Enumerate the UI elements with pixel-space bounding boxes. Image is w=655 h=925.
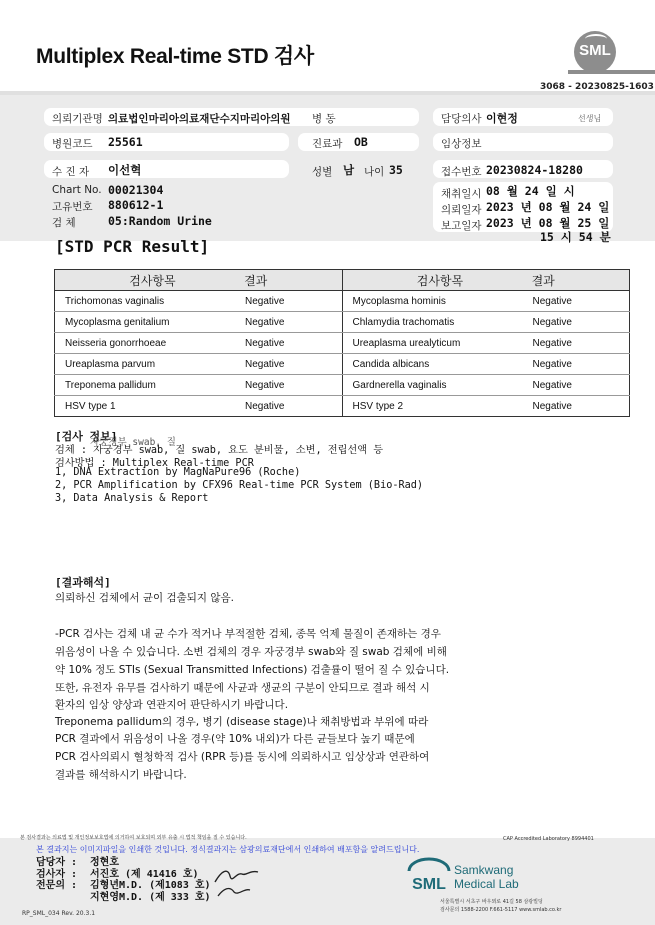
table-row bbox=[55, 333, 630, 354]
cap-accreditation: CAP Accredited Laboratory 8994401 bbox=[503, 836, 594, 842]
test-info-specimen: 검체 : 자궁경부 swab, 질 swab, 요도 분비물, 소변, 전립선액 등 bbox=[55, 445, 384, 456]
col-item-left: 검사항목 bbox=[129, 273, 176, 288]
unique-no-value: 880612-1 bbox=[108, 198, 164, 212]
test-info-overlay-text: 자궁경부 swab, 질 bbox=[90, 437, 176, 448]
interpretation-summary: 의뢰하신 검체에서 균이 검출되지 않음. bbox=[55, 592, 234, 604]
examiner-value: 서진호 (제 41416 호) bbox=[90, 869, 199, 880]
logo-underline bbox=[568, 70, 655, 74]
report-date-label: 보고일자 bbox=[441, 220, 482, 232]
patient-value: 이선혁 bbox=[108, 163, 142, 177]
test-result: Negative bbox=[523, 333, 630, 354]
lab-name-line-2: Medical Lab bbox=[454, 877, 519, 891]
table-header-left bbox=[55, 270, 343, 291]
table-row bbox=[55, 312, 630, 333]
specimen-value: 05:Random Urine bbox=[108, 214, 212, 228]
test-info-step-1: 1, DNA Extraction by MagNaPure96 (Roche) bbox=[55, 467, 301, 478]
test-item: Mycoplasma hominis bbox=[342, 291, 523, 312]
specialist-2-value: 지현영M.D. (제 333 호) bbox=[90, 892, 211, 903]
examiner-label: 검사자 : bbox=[36, 869, 78, 880]
request-date-label: 의뢰일자 bbox=[441, 204, 482, 216]
col-result-left: 결과 bbox=[244, 273, 268, 288]
test-item: Treponema pallidum bbox=[55, 375, 236, 396]
pcr-result-title: [STD PCR Result] bbox=[55, 237, 210, 256]
test-result: Negative bbox=[523, 375, 630, 396]
unique-no-label: 고유번호 bbox=[52, 201, 93, 213]
age-value: 35 bbox=[389, 163, 403, 177]
test-result: Negative bbox=[235, 291, 342, 312]
sex-value: 남 bbox=[343, 163, 355, 177]
report-number-1: 3068 - 20230825-1603 bbox=[540, 82, 654, 92]
test-result: Negative bbox=[523, 396, 630, 417]
pcr-result-table bbox=[54, 269, 630, 417]
table-row bbox=[55, 291, 630, 312]
department-value: OB bbox=[354, 135, 368, 149]
test-info-step-2: 2, PCR Amplification by CFX96 Real-time PCR System (Bio-Rad) bbox=[55, 480, 424, 491]
test-info-title: [검사 정보] bbox=[55, 430, 118, 443]
doctor-label: 담당의사 bbox=[441, 113, 482, 125]
interpretation-title: [결과해석] bbox=[55, 576, 111, 589]
receipt-label: 접수번호 bbox=[441, 166, 482, 178]
table-header-right bbox=[342, 270, 630, 291]
interpretation-line: 결과를 해석하시기 바랍니다. bbox=[55, 769, 187, 781]
lab-name bbox=[454, 863, 519, 891]
interpretation-line: Treponema pallidum의 경우, 병기 (disease stage)나 채취방법과 부위에 따라 bbox=[55, 716, 429, 728]
test-item: Neisseria gonorrhoeae bbox=[55, 333, 236, 354]
test-result: Negative bbox=[523, 291, 630, 312]
interpretation-line: 위음성이 나올 수 있습니다. 소변 검체의 경우 자궁경부 swab와 질 swab 검체에 비해 bbox=[55, 646, 447, 658]
test-result: Negative bbox=[235, 375, 342, 396]
hospital-code-value: 25561 bbox=[108, 135, 143, 149]
test-result: Negative bbox=[235, 396, 342, 417]
sml-lab-logo-icon bbox=[405, 857, 453, 897]
interpretation-line: 약 10% 정도 STIs (Sexual Transmitted Infections) 검출률이 떨어 질 수 있습니다. bbox=[55, 664, 450, 676]
table-row bbox=[55, 375, 630, 396]
department-label: 진료과 bbox=[312, 138, 343, 150]
test-item: Ureaplasma urealyticum bbox=[342, 333, 523, 354]
test-item: Chlamydia trachomatis bbox=[342, 312, 523, 333]
doctor-value: 이현정 bbox=[486, 112, 518, 125]
test-item: Ureaplasma parvum bbox=[55, 354, 236, 375]
person-in-charge-value: 정현호 bbox=[90, 857, 119, 868]
receipt-value: 20230824-18280 bbox=[486, 163, 583, 177]
hospital-code-label: 병원코드 bbox=[52, 138, 93, 150]
test-info-step-3: 3, Data Analysis & Report bbox=[55, 493, 209, 504]
collect-date-value: 08 월 24 일 시 bbox=[486, 184, 575, 198]
form-code: RP_SML_034 Rev. 20.3.1 bbox=[22, 910, 96, 917]
ward-label: 병 동 bbox=[312, 113, 336, 125]
specialist-label: 전문의 : bbox=[36, 880, 78, 891]
report-time-value: 15 시 54 분 bbox=[540, 230, 611, 244]
print-notice: 본 결과지는 이미지파일을 인쇄한 것입니다. 정식결과지는 삼광의료재단에서 인쇄하여 배포함을 알려드립니다. bbox=[36, 845, 420, 854]
test-item: Mycoplasma genitalium bbox=[55, 312, 236, 333]
doctor-suffix: 선생님 bbox=[578, 114, 602, 123]
interpretation-line: 환자의 임상 양상과 연관지어 판단하시기 바랍니다. bbox=[55, 699, 289, 711]
interpretation-line: PCR 검사의뢰시 혈청학적 검사 (RPR 등)를 동시에 의뢰하시고 임상상과 연관하여 bbox=[55, 751, 430, 763]
test-item: HSV type 1 bbox=[55, 396, 236, 417]
lab-address: 서울특별시 서초구 바우뫼로 41길 58 삼광빌딩 bbox=[440, 899, 543, 905]
patient-label: 수 진 자 bbox=[52, 166, 90, 178]
test-item: Candida albicans bbox=[342, 354, 523, 375]
col-item-right: 검사항목 bbox=[416, 273, 464, 288]
sex-label: 성별 bbox=[312, 166, 333, 178]
sml-logo: SML bbox=[574, 31, 616, 73]
request-date-value: 2023 년 08 월 24 일 bbox=[486, 200, 610, 214]
interpretation-line: -PCR 검사는 검체 내 균 수가 적거나 부적절한 검체, 종목 억제 물질이 존재하는 경우 bbox=[55, 628, 441, 640]
collect-date-label: 채취일시 bbox=[441, 188, 482, 200]
institution-label: 의뢰기관명 bbox=[52, 113, 103, 125]
report-date-value: 2023 년 08 월 25 일 bbox=[486, 216, 610, 230]
lab-name-line-1: Samkwang bbox=[454, 863, 514, 877]
test-result: Negative bbox=[523, 312, 630, 333]
table-row bbox=[55, 396, 630, 417]
chart-no-label: Chart No. bbox=[52, 184, 102, 196]
test-item: Trichomonas vaginalis bbox=[55, 291, 236, 312]
table-row bbox=[55, 354, 630, 375]
test-result: Negative bbox=[523, 354, 630, 375]
test-item: HSV type 2 bbox=[342, 396, 523, 417]
signature-image bbox=[210, 860, 265, 900]
lab-contact: 검사문의 1588-2200 F.661-5117 www.smlab.co.kr bbox=[440, 907, 562, 913]
sml-lab-logo-text: SML bbox=[412, 876, 446, 893]
test-result: Negative bbox=[235, 312, 342, 333]
page-title: Multiplex Real-time STD 검사 bbox=[36, 45, 314, 68]
test-result: Negative bbox=[235, 333, 342, 354]
col-result-right: 결과 bbox=[531, 273, 555, 288]
test-item: Gardnerella vaginalis bbox=[342, 375, 523, 396]
legal-notice: 본 검사결과는 의료법 및 개인정보보호법에 의거하여 보호되며 외부 유출 시 법적 책임을 질 수 있습니다. bbox=[20, 835, 247, 841]
specimen-label: 검 체 bbox=[52, 217, 76, 229]
specialist-1-value: 김형년M.D. (제1083 호) bbox=[90, 880, 211, 891]
test-result: Negative bbox=[235, 354, 342, 375]
institution-value: 의료법인마리아의료재단수지마리아의원 bbox=[108, 113, 291, 125]
logo-arc-decoration bbox=[585, 34, 607, 44]
clinical-info-label: 임상정보 bbox=[441, 138, 482, 150]
chart-no-value: 00021304 bbox=[108, 183, 164, 197]
person-in-charge-label: 담당자 : bbox=[36, 857, 78, 868]
age-label: 나이 bbox=[364, 166, 385, 178]
interpretation-line: PCR 결과에서 위음성이 나올 경우(약 10% 내외)가 다른 균들보다 높기 때문에 bbox=[55, 733, 415, 745]
test-info-method: 검사방법 : Multiplex Real-time PCR bbox=[55, 458, 254, 469]
interpretation-line: 또한, 유전자 유무를 검사하기 때문에 사균과 생균의 구분이 안되므로 결과 해석 시 bbox=[55, 682, 430, 694]
